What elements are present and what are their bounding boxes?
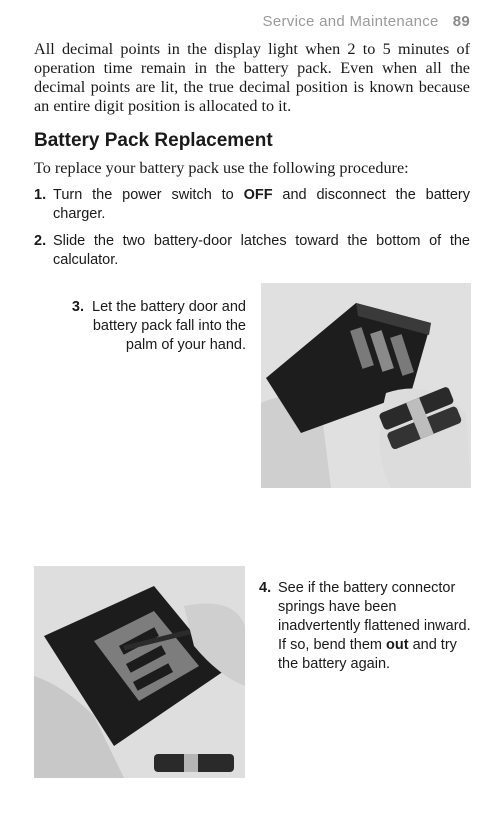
step-text: Turn the power switch to (53, 187, 244, 203)
battery-removal-photo (261, 283, 471, 488)
step-4 (259, 579, 471, 674)
step-emphasis: OFF (243, 187, 273, 203)
step-number: 4. (259, 580, 272, 596)
step-text: See if the battery connector springs have been inadvertently flattened inward. If so, bend them (278, 580, 471, 653)
page-header (0, 13, 470, 30)
page-number: 89 (452, 13, 470, 30)
step-3 (60, 298, 246, 355)
procedure-lead: To replace your battery pack use the following procedure: (34, 159, 409, 177)
step-1 (34, 186, 470, 224)
step-text: and disconnect the battery charger. (53, 187, 470, 222)
step-text: and try the battery again. (278, 637, 457, 672)
step-text: Slide the two battery-door latches toward the bottom of the calculator. (53, 233, 470, 268)
step-number: 3. (71, 299, 84, 315)
step-emphasis: out (386, 637, 409, 653)
section-title: Service and Maintenance (262, 13, 439, 30)
step-text: Let the battery door and battery pack fall into the palm of your hand. (92, 299, 246, 353)
step-number: 2. (34, 233, 47, 249)
section-heading: Battery Pack Replacement (34, 130, 273, 151)
intro-paragraph: All decimal points in the display light when 2 to 5 minutes of operation time remain in the battery pack. Even when all the decimal points are lit, the true decimal position is known because an entire digit position is allocated to it. (34, 40, 470, 115)
step-2 (34, 232, 470, 270)
step-number: 1. (34, 187, 47, 203)
connector-springs-photo (34, 566, 245, 778)
